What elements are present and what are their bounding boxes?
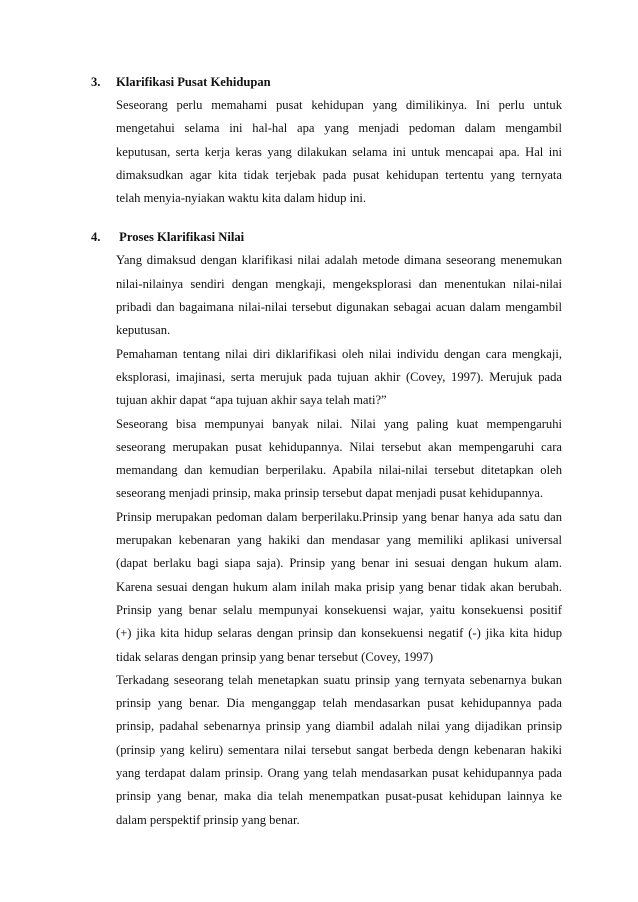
text-line: prinsip, padahal sebenarnya prinsip yang diambil adalah nilai yang dijadikan prinsip <box>116 719 562 734</box>
text-line: seseorang menjadi prinsip, maka prinsip tersebut dapat menjadi pusat kehidupannya. <box>116 486 544 501</box>
text-line: memandang dan kemudian berperilaku. Apabila nilai-nilai tersebut ditetapkan oleh <box>116 463 562 478</box>
text-line: Karena sesuai dengan hukum alam inilah maka prisip yang benar tidak akan berubah. <box>116 579 562 594</box>
text-line: Seseorang bisa mempunyai banyak nilai. Nilai yang paling kuat mempengaruhi <box>116 416 562 431</box>
text-line: mengetahui selama ini hal-hal apa yang menjadi pedoman dalam mengambil <box>116 121 562 136</box>
text-line: nilai-nilainya sendiri dengan mengkaji, mengeksplorasi dan menentukan nilai-nilai <box>116 276 562 291</box>
text-line: Pemahaman tentang nilai diri diklarifikasi oleh nilai individu dengan cara mengkaji, <box>116 346 562 361</box>
text-line: (prinsip yang keliru) sementara nilai tersebut sangat berbeda dengn kebenaran hakiki <box>116 742 562 757</box>
section-heading <box>91 71 562 94</box>
text-line: (+) jika kita hidup selaras dengan prinsip dan konsekuensi negatif (-) jika kita hidup <box>116 626 562 641</box>
text-line: prinsip yang benar, maka dia telah menempatkan pusat-pusat kehidupan lainnya ke <box>116 789 562 804</box>
section-number: 4. <box>91 230 101 245</box>
text-line: seseorang merupakan pusat kehidupannya. Nilai tersebut akan mempengaruhi cara <box>116 439 562 454</box>
paragraph <box>116 343 562 413</box>
text-line: Seseorang perlu memahami pusat kehidupan yang dimilikinya. Ini perlu untuk <box>116 98 562 112</box>
text-line: Prinsip merupakan pedoman dalam berperilaku.Prinsip yang benar hanya ada satu dan <box>116 509 562 524</box>
paragraph <box>116 669 562 832</box>
text-line: dalam perspektif prinsip yang benar. <box>116 812 300 827</box>
text-line: (dapat berlaku bagi siapa saja). Prinsip yang benar ini sesuai dengan hukum alam. <box>116 556 562 571</box>
text-line: dimaksudkan agar kita tidak terjebak pada pusat kehidupan tertentu yang ternyata <box>116 167 562 182</box>
section-heading <box>91 226 562 249</box>
section-3 <box>91 71 562 210</box>
text-line: tujuan akhir dapat “apa tujuan akhir saya telah mati?” <box>116 393 387 408</box>
paragraph <box>116 413 562 506</box>
text-line: eksplorasi, imajinasi, serta merujuk pada tujuan akhir (Covey, 1997). Merujuk pada <box>116 369 562 384</box>
section-4 <box>91 226 562 831</box>
text-line: tidak selaras dengan prinsip yang benar tersebut (Covey, 1997) <box>116 649 434 664</box>
text-line: telah menyia-nyiakan waktu kita dalam hidup ini. <box>116 191 367 206</box>
text-line: merupakan kebenaran yang hakiki dan mendasar yang memiliki aplikasi universal <box>116 533 562 548</box>
section-title: Klarifikasi Pusat Kehidupan <box>116 75 271 89</box>
text-line: keputusan, serta kerja keras yang dilakukan selama ini untuk mencapai apa. Hal ini <box>116 144 562 159</box>
text-line: keputusan. <box>116 323 171 338</box>
section-title: Proses Klarifikasi Nilai <box>116 230 245 245</box>
text-line: Yang dimaksud dengan klarifikasi nilai adalah metode dimana seseorang menemukan <box>116 253 562 268</box>
section-number: 3. <box>91 75 101 89</box>
paragraph <box>116 94 562 210</box>
text-line: Terkadang seseorang telah menetapkan suatu prinsip yang ternyata sebenarnya bukan <box>116 672 562 687</box>
text-line: yang terdapat dalam prinsip. Orang yang telah mendasarkan pusat kehidupannya pada <box>116 766 562 781</box>
text-line: Prinsip yang benar selalu mempunyai konsekuensi wajar, yaitu konsekuensi positif <box>116 602 562 617</box>
paragraph <box>116 506 562 669</box>
text-line: pribadi dan bagaimana nilai-nilai tersebut digunakan sebagai acuan dalam mengambil <box>116 300 562 315</box>
paragraph <box>116 249 562 342</box>
text-line: prinsip yang benar. Dia menganggap telah mendasarkan pusat kehidupannya pada <box>116 696 562 711</box>
